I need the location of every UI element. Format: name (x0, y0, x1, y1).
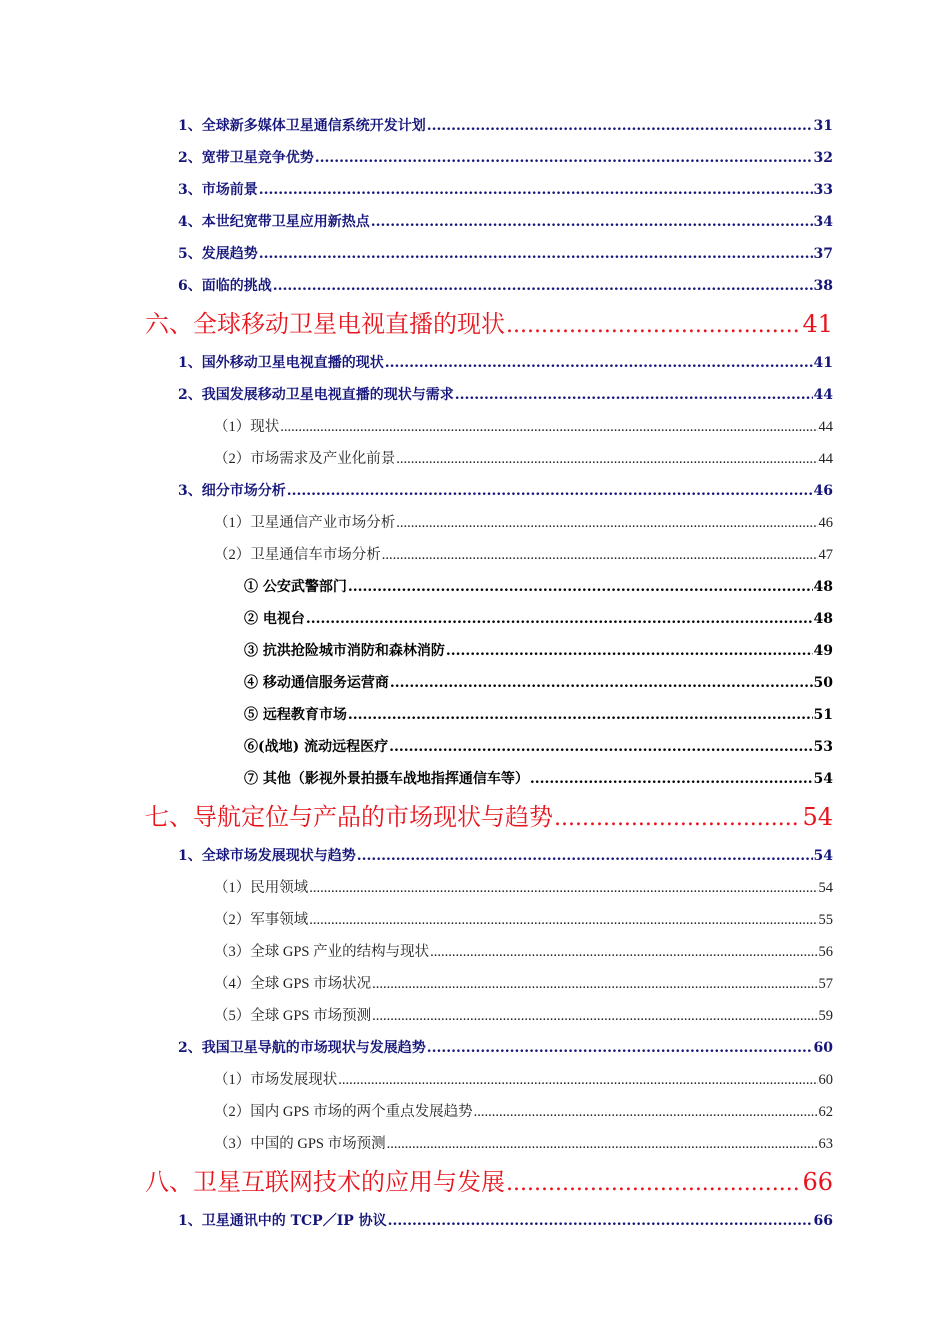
toc-entry[interactable] (214, 1128, 833, 1160)
toc-dot-leader (306, 603, 813, 635)
toc-entry-title: （4）全球 GPS 市场状况 (214, 976, 372, 992)
toc-dot-leader (427, 1032, 813, 1064)
toc-page-number: 41 (802, 310, 833, 338)
toc-dot-leader (315, 142, 813, 174)
toc-entry-title: （2）卫星通信车市场分析 (214, 547, 381, 563)
toc-page-number: 44 (813, 387, 833, 403)
toc-page-number: 54 (813, 848, 833, 864)
toc-page-number: 34 (813, 214, 833, 230)
toc-entry-title: （2）市场需求及产业化前景 (214, 451, 396, 467)
toc-entry-title: 4、本世纪宽带卫星应用新热点 (178, 214, 370, 230)
toc-entry-title: 1、全球新多媒体卫星通信系统开发计划 (178, 118, 426, 134)
toc-page-number: 49 (813, 643, 833, 659)
toc-entry-title: （3）中国的 GPS 市场预测 (214, 1136, 386, 1152)
toc-entry[interactable] (178, 1032, 833, 1064)
toc-entry-title: 2、我国发展移动卫星电视直播的现状与需求 (178, 387, 454, 403)
toc-entry-title: （1）卫星通信产业市场分析 (214, 515, 396, 531)
toc-page-number: 60 (813, 1040, 833, 1056)
toc-dot-leader (506, 1161, 801, 1206)
toc-entry-title: ⑤ 远程教育市场 (244, 707, 347, 723)
toc-entry-title: ② 电视台 (244, 611, 305, 627)
toc-entry[interactable] (178, 347, 833, 379)
toc-entry-title: （2）国内 GPS 市场的两个重点发展趋势 (214, 1104, 473, 1120)
toc-entry-title: 1、卫星通讯中的 TCP／IP 协议 (178, 1213, 387, 1229)
toc-entry[interactable] (214, 872, 833, 904)
toc-dot-leader (371, 206, 813, 238)
toc-page-number: 51 (813, 707, 833, 723)
toc-page-number: 63 (818, 1136, 833, 1152)
toc-page-number: 60 (818, 1072, 833, 1088)
toc-dot-leader (348, 571, 813, 603)
toc-entry[interactable] (214, 1000, 833, 1032)
toc-entry-title: ⑥(战地) 流动远程医疗 (244, 739, 389, 755)
toc-entry-title: ④ 移动通信服务运营商 (244, 675, 389, 691)
toc-page-number: 54 (818, 880, 833, 896)
toc-entry-title: （1）民用领域 (214, 880, 309, 896)
toc-entry[interactable] (178, 270, 833, 302)
toc-dot-leader (387, 1128, 818, 1160)
table-of-contents (0, 110, 950, 1237)
toc-page-number: 44 (818, 419, 833, 435)
toc-entry[interactable] (178, 840, 833, 872)
toc-dot-leader (348, 699, 813, 731)
toc-entry[interactable] (214, 507, 833, 539)
toc-entry-title: 1、国外移动卫星电视直播的现状 (178, 355, 384, 371)
toc-entry[interactable] (178, 174, 833, 206)
toc-page-number: 38 (813, 278, 833, 294)
toc-dot-leader (382, 539, 818, 571)
toc-page-number: 66 (813, 1213, 833, 1229)
toc-dot-leader (389, 731, 812, 763)
toc-entry-title: （1）市场发展现状 (214, 1072, 338, 1088)
toc-entry[interactable] (214, 1064, 833, 1096)
toc-entry[interactable] (214, 411, 833, 443)
toc-entry-title: 5、发展趋势 (178, 246, 258, 262)
toc-dot-leader (446, 635, 813, 667)
toc-dot-leader (430, 936, 817, 968)
toc-page-number: 41 (813, 355, 833, 371)
toc-entry-title: ① 公安武警部门 (244, 579, 347, 595)
toc-entry[interactable] (244, 635, 833, 667)
toc-page-number: 66 (802, 1168, 833, 1196)
toc-entry[interactable] (244, 699, 833, 731)
toc-dot-leader (530, 763, 813, 795)
toc-entry[interactable] (214, 936, 833, 968)
toc-entry[interactable] (214, 968, 833, 1000)
toc-entry[interactable] (178, 206, 833, 238)
toc-dot-leader (280, 411, 817, 443)
toc-entry-title: （5）全球 GPS 市场预测 (214, 1008, 372, 1024)
toc-entry-title: 2、宽带卫星竞争优势 (178, 150, 314, 166)
toc-dot-leader (273, 270, 813, 302)
toc-dot-leader (474, 1096, 818, 1128)
toc-dot-leader (554, 796, 801, 841)
toc-dot-leader (372, 968, 817, 1000)
toc-entry[interactable] (178, 238, 833, 270)
toc-entry[interactable] (214, 1096, 833, 1128)
toc-dot-leader (357, 840, 813, 872)
toc-dot-leader (390, 667, 813, 699)
toc-dot-leader (259, 238, 813, 270)
toc-page-number: 55 (818, 912, 833, 928)
toc-page-number: 50 (813, 675, 833, 691)
toc-page-number: 46 (813, 483, 833, 499)
toc-entry[interactable] (214, 443, 833, 475)
toc-entry[interactable] (244, 603, 833, 635)
toc-page-number: 46 (818, 515, 833, 531)
toc-page-number: 48 (813, 579, 833, 595)
toc-dot-leader (287, 475, 813, 507)
toc-entry[interactable] (178, 142, 833, 174)
toc-entry[interactable] (244, 763, 833, 795)
toc-dot-leader (259, 174, 813, 206)
toc-entry-title: （2）军事领域 (214, 912, 309, 928)
toc-entry[interactable] (178, 110, 833, 142)
toc-entry[interactable] (178, 379, 833, 411)
toc-entry-title: ③ 抗洪抢险城市消防和森林消防 (244, 643, 445, 659)
toc-page-number: 48 (813, 611, 833, 627)
toc-entry[interactable] (214, 904, 833, 936)
toc-dot-leader (455, 379, 813, 411)
toc-page-number: 54 (802, 803, 833, 831)
toc-entry-title: 六、全球移动卫星电视直播的现状 (145, 310, 505, 338)
toc-entry[interactable] (244, 667, 833, 699)
toc-section-entry[interactable] (145, 795, 833, 840)
toc-dot-leader (338, 1064, 817, 1096)
toc-page-number: 57 (818, 976, 833, 992)
toc-dot-leader (309, 872, 817, 904)
toc-dot-leader (427, 110, 813, 142)
toc-page-number: 59 (818, 1008, 833, 1024)
toc-entry-title: ⑦ 其他（影视外景拍摄车战地指挥通信车等） (244, 771, 529, 787)
toc-dot-leader (372, 1000, 817, 1032)
toc-entry[interactable] (244, 731, 833, 763)
toc-entry[interactable] (178, 1205, 833, 1237)
toc-entry-title: （3）全球 GPS 产业的结构与现状 (214, 944, 430, 960)
toc-entry[interactable] (244, 571, 833, 603)
toc-entry-title: 6、面临的挑战 (178, 278, 272, 294)
toc-page-number: 31 (813, 118, 833, 134)
toc-entry-title: （1）现状 (214, 419, 280, 435)
toc-page-number: 47 (818, 547, 833, 563)
toc-dot-leader (396, 443, 817, 475)
toc-page-number: 56 (818, 944, 833, 960)
toc-entry-title: 1、全球市场发展现状与趋势 (178, 848, 356, 864)
toc-page-number: 44 (818, 451, 833, 467)
toc-page-number: 54 (813, 771, 833, 787)
toc-dot-leader (388, 1205, 813, 1237)
toc-dot-leader (396, 507, 817, 539)
toc-entry-title: 3、市场前景 (178, 182, 258, 198)
toc-entry-title: 2、我国卫星导航的市场现状与发展趋势 (178, 1040, 426, 1056)
toc-page-number: 33 (813, 182, 833, 198)
toc-dot-leader (309, 904, 817, 936)
toc-page-number: 37 (813, 246, 833, 262)
toc-section-entry[interactable] (145, 1160, 833, 1205)
toc-entry[interactable] (178, 475, 833, 507)
toc-entry[interactable] (214, 539, 833, 571)
toc-page-number: 53 (813, 739, 833, 755)
toc-page-number: 62 (818, 1104, 833, 1120)
toc-dot-leader (385, 347, 813, 379)
toc-section-entry[interactable] (145, 302, 833, 347)
toc-page-number: 32 (813, 150, 833, 166)
toc-entry-title: 七、导航定位与产品的市场现状与趋势 (145, 803, 553, 831)
toc-entry-title: 八、卫星互联网技术的应用与发展 (145, 1168, 505, 1196)
toc-entry-title: 3、细分市场分析 (178, 483, 286, 499)
toc-dot-leader (506, 303, 801, 348)
